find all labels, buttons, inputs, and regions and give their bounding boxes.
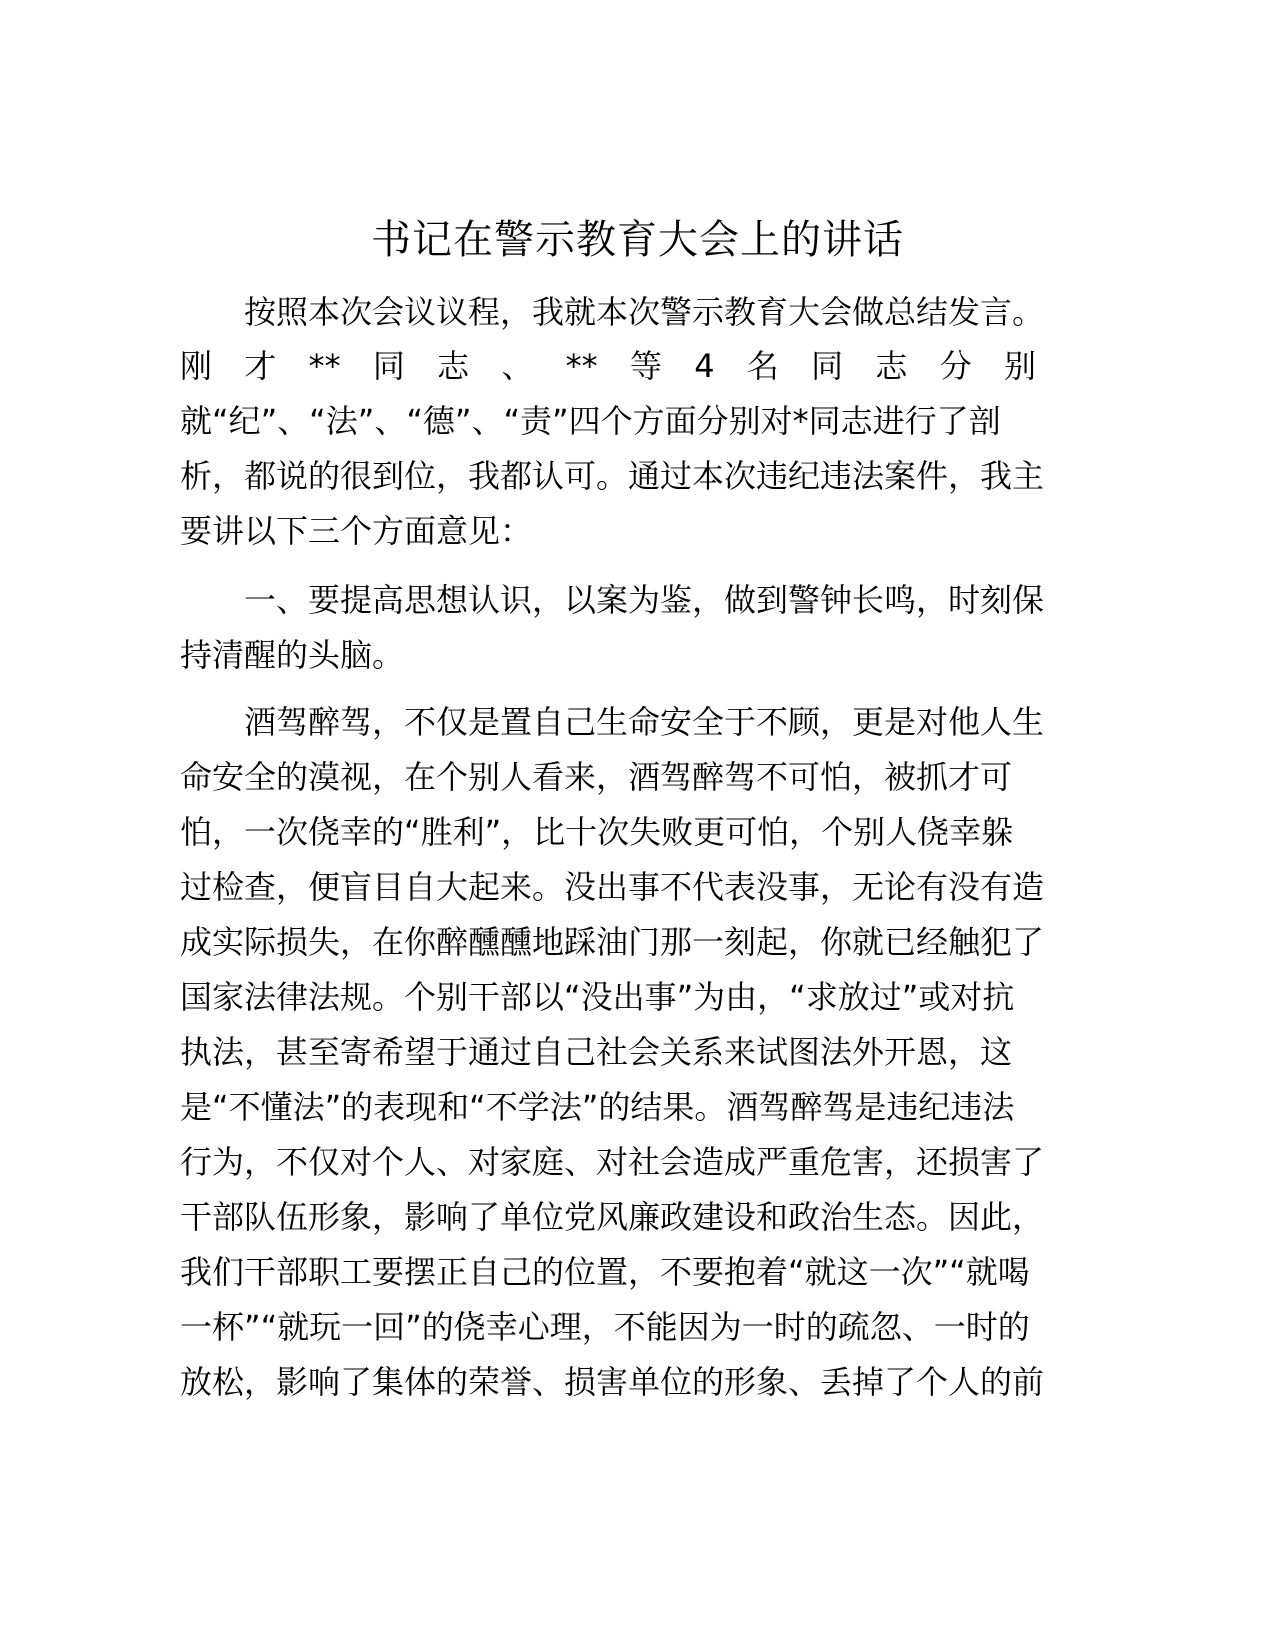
paragraph-line: 成实际损失，在你醉醺醺地踩油门那一刻起，你就已经触犯了	[180, 923, 1045, 961]
paragraph-line: 一杯”“就玩一回”的侥幸心理，不能因为一时的疏忽、一时的	[180, 1308, 1030, 1346]
text-token: 同	[372, 347, 405, 385]
text-token: 志	[437, 347, 470, 385]
paragraph-line: 酒驾醉驾，不仅是置自己生命安全于不顾，更是对他人生	[244, 703, 1045, 741]
text-token: 别	[1003, 347, 1036, 385]
paragraph-line: 按照本次会议议程，我就本次警示教育大会做总结发言。	[244, 293, 1045, 331]
paragraph-line: 行为，不仅对个人、对家庭、对社会造成严重危害，还损害了	[180, 1143, 1045, 1181]
paragraph-line: 过检查，便盲目自大起来。没出事不代表没事，无论有没有造	[180, 868, 1045, 906]
paragraph-line: 放松，影响了集体的荣誉、损害单位的形象、丢掉了个人的前	[180, 1363, 1045, 1401]
paragraph-line: 我们干部职工要摆正自己的位置，不要抱着“就这一次”“就喝	[180, 1253, 1030, 1291]
text-token: 志	[875, 347, 908, 385]
paragraph-line: 命安全的漠视，在个别人看来，酒驾醉驾不可怕，被抓才可	[180, 758, 1013, 796]
text-token: 、	[501, 347, 534, 385]
text-token: 名	[746, 347, 779, 385]
paragraph-line: 要讲以下三个方面意见：	[180, 512, 533, 550]
paragraph-line: 执法，甚至寄希望于通过自己社会关系来试图法外开恩，这	[180, 1033, 1013, 1071]
paragraph-line: 怕，一次侥幸的“胜利”，比十次失败更可怕，个别人侥幸躲	[180, 813, 1014, 851]
paragraph-line: 就“纪”、“法”、“德”、“责”四个方面分别对*同志进行了剖	[180, 402, 1001, 440]
text-token: 4	[694, 347, 715, 385]
text-token: 刚	[180, 347, 213, 385]
text-token: **	[308, 347, 341, 385]
paragraph-line: 干部队伍形象，影响了单位党风廉政建设和政治生态。因此，	[180, 1198, 1045, 1236]
paragraph-line: 析，都说的很到位，我都认可。通过本次违纪违法案件，我主	[180, 457, 1045, 495]
section-heading-line: 一、要提高思想认识，以案为鉴，做到警钟长鸣，时刻保	[244, 581, 1045, 619]
document-title: 书记在警示教育大会上的讲话	[371, 217, 904, 263]
paragraph-line: 是“不懂法”的表现和“不学法”的结果。酒驾醉驾是违纪违法	[180, 1088, 1015, 1126]
paragraph-line: 国家法律法规。个别干部以“没出事”为由，“求放过”或对抗	[180, 978, 1015, 1016]
text-token: 才	[244, 347, 277, 385]
text-token: 分	[939, 347, 972, 385]
text-token: 同	[811, 347, 844, 385]
section-heading-line: 持清醒的头脑。	[180, 636, 405, 674]
text-token: **	[565, 347, 598, 385]
paragraph-line-justified	[180, 344, 1036, 388]
text-token: 等	[629, 347, 662, 385]
